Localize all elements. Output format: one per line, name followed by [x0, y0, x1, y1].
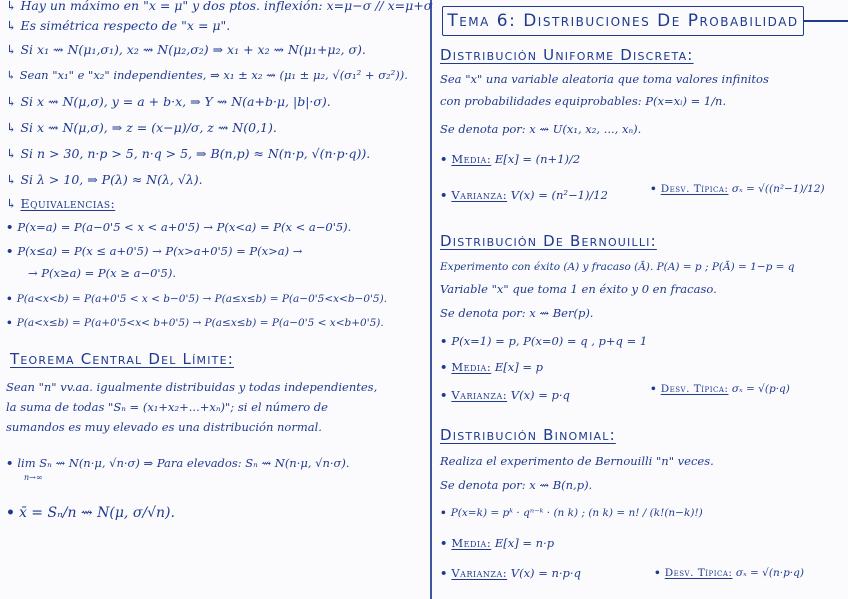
- tema-title-box: Tema 6: Distribuciones De Probabilidad: [442, 6, 804, 36]
- binomial-prob-text: P(x=k) = pᵏ · qⁿ⁻ᵏ · (n k) ; (n k) = n! / (k!(n−k)!): [450, 507, 703, 519]
- bullet-icon: •: [6, 244, 14, 258]
- equiv-text: P(x=a) = P(a−0'5 < x < a+0'5) → P(x<a) = P(x < a−0'5).: [17, 220, 352, 234]
- property-line-7: [6, 148, 370, 161]
- bullet-icon: •: [440, 188, 448, 202]
- uniforme-text-2: con probabilidades equiprobables: P(x=xᵢ) = 1/n.: [440, 94, 727, 108]
- bullet-icon: •: [440, 536, 448, 550]
- arrow-hook-icon: ↳: [6, 0, 17, 13]
- desv-label: Desv. Típica:: [660, 383, 729, 395]
- bullet-icon: •: [6, 293, 13, 305]
- bullet-icon: •: [6, 220, 14, 234]
- media-label: Media:: [451, 152, 492, 166]
- property-line-8: [6, 174, 203, 187]
- binomial-media: [440, 538, 554, 550]
- binomial-title: Distribución Binomial:: [440, 426, 616, 444]
- property-text: Hay un máximo en "x = μ" y dos ptos. inflexión: x=μ−σ // x=μ+σ: [20, 0, 433, 13]
- tcl-mean: [6, 506, 175, 520]
- media-label: Media:: [451, 360, 492, 374]
- uniforme-title: Distribución Uniforme Discreta:: [440, 46, 694, 64]
- bullet-icon: •: [650, 183, 657, 195]
- uniforme-varianza: [440, 190, 608, 202]
- desv-value: σₓ = √(p·q): [731, 383, 790, 395]
- varianza-value: V(x) = p·q: [510, 388, 570, 402]
- binomial-varianza: [440, 568, 581, 580]
- arrow-hook-icon: ↳: [6, 94, 17, 109]
- arrow-hook-icon: ↳: [6, 42, 17, 57]
- tcl-limit: [6, 458, 350, 470]
- uniforme-desv: [650, 184, 825, 195]
- equivalencias-heading: [6, 198, 115, 211]
- equivalencias-title: Equivalencias:: [20, 196, 116, 211]
- property-text: Si x ⇝ N(μ,σ), ⇒ z = (x−μ)/σ, z ⇝ N(0,1).: [20, 120, 277, 135]
- property-text: Si λ > 10, ⇒ P(λ) ≈ N(λ, √λ).: [20, 172, 203, 187]
- bernoulli-title: Distribución De Bernouilli:: [440, 232, 657, 250]
- property-line-1: [6, 0, 432, 13]
- desv-value: σₓ = √(n·p·q): [735, 567, 804, 579]
- arrow-hook-icon: ↳: [6, 18, 17, 33]
- equiv-text: → P(x≥a) = P(x ≥ a−0'5).: [28, 266, 177, 280]
- bullet-icon: •: [6, 505, 15, 521]
- bullet-icon: •: [6, 317, 13, 329]
- property-line-2: [6, 20, 230, 33]
- varianza-label: Varianza:: [451, 188, 508, 202]
- tema-title-rule: [804, 20, 848, 22]
- arrow-hook-icon: ↳: [6, 172, 17, 187]
- arrow-hook-icon: ↳: [6, 120, 17, 135]
- bernoulli-media: [440, 362, 543, 374]
- tcl-text-1: Sean "n" vv.aa. igualmente distribuidas y todas independientes,: [6, 380, 378, 394]
- bullet-icon: •: [440, 334, 448, 348]
- bullet-icon: •: [6, 456, 14, 470]
- bernoulli-varianza: [440, 390, 570, 402]
- desv-label: Desv. Típica:: [660, 183, 729, 195]
- property-text: Si x₁ ⇝ N(μ₁,σ₁), x₂ ⇝ N(μ₂,σ₂) ⇒ x₁ + x₂ ⇝ N(μ₁+μ₂, σ).: [20, 42, 366, 57]
- binomial-denota: Se denota por: x ⇝ B(n,p).: [440, 478, 593, 492]
- property-text: Sean "x₁" e "x₂" independientes, ⇒ x₁ ± x₂ ⇝ (μ₁ ± μ₂, √(σ₁² + σ₂²)).: [19, 68, 408, 82]
- equiv-text: P(a<x<b) = P(a+0'5 < x < b−0'5) → P(a≤x≤b) = P(a−0'5<x<b−0'5).: [16, 293, 388, 305]
- media-value: E[x] = (n+1)/2: [494, 152, 581, 166]
- property-text: Si x ⇝ N(μ,σ), y = a + b·x, ⇒ Y ⇝ N(a+b·μ, |b|·σ).: [20, 94, 331, 109]
- equiv-text: P(x≤a) = P(x ≤ a+0'5) → P(x>a+0'5) = P(x>a) →: [17, 244, 303, 258]
- uniforme-media: [440, 154, 580, 166]
- bullet-icon: •: [440, 360, 448, 374]
- arrow-hook-icon: ↳: [6, 146, 17, 161]
- property-line-4: [6, 70, 408, 82]
- bernoulli-text-2: Variable "x" que toma 1 en éxito y 0 en fracaso.: [440, 282, 717, 296]
- equiv-item-4: [6, 318, 384, 329]
- binomial-prob: [440, 508, 703, 519]
- bullet-icon: •: [440, 388, 448, 402]
- uniforme-denota: Se denota por: x ⇝ U(x₁, x₂, ..., xₙ).: [440, 122, 642, 136]
- binomial-desv: [654, 568, 804, 579]
- tcl-mean-text: x̄ = Sₙ/n ⇝ N(μ, σ/√n).: [18, 505, 175, 521]
- varianza-label: Varianza:: [451, 566, 508, 580]
- equiv-item-3: [6, 294, 387, 305]
- varianza-value: V(x) = (n²−1)/12: [510, 188, 608, 202]
- equiv-item-2: [6, 246, 302, 258]
- tcl-text-3: sumandos es muy elevado es una distribución normal.: [6, 420, 322, 434]
- property-text: Es simétrica respecto de "x = μ".: [20, 18, 231, 33]
- tcl-text-2: la suma de todas "Sₙ = (x₁+x₂+...+xₙ)"; si el número de: [6, 400, 328, 414]
- tcl-limit-subscript: n→∞: [24, 473, 43, 482]
- property-line-6: [6, 122, 277, 135]
- media-value: E[x] = n·p: [494, 536, 555, 550]
- tcl-title: Teorema Central Del Límite:: [10, 350, 234, 368]
- bernoulli-desv: [650, 384, 790, 395]
- equiv-text: P(a<x≤b) = P(a+0'5<x< b+0'5) → P(a≤x≤b) = P(a−0'5 < x<b+0'5).: [16, 317, 384, 329]
- arrow-hook-icon: ↳: [6, 196, 17, 211]
- desv-label: Desv. Típica:: [664, 567, 733, 579]
- bullet-icon: •: [440, 507, 447, 519]
- equiv-item-1: [6, 222, 351, 234]
- property-line-5: [6, 96, 331, 109]
- property-text: Si n > 30, n·p > 5, n·q > 5, ⇒ B(n,p) ≈ N(n·p, √(n·p·q)).: [20, 146, 371, 161]
- desv-value: σₓ = √((n²−1)/12): [731, 183, 825, 195]
- varianza-value: V(x) = n·p·q: [510, 566, 581, 580]
- bullet-icon: •: [440, 566, 448, 580]
- bernoulli-denota: Se denota por: x ⇝ Ber(p).: [440, 306, 594, 320]
- bernoulli-prob-text: P(x=1) = p, P(x=0) = q , p+q = 1: [451, 334, 648, 348]
- column-divider: [430, 0, 432, 599]
- media-value: E[x] = p: [494, 360, 544, 374]
- property-line-3: [6, 44, 366, 57]
- varianza-label: Varianza:: [451, 388, 508, 402]
- tcl-limit-text: lim Sₙ ⇝ N(n·μ, √n·σ) ⇒ Para elevados: Sₙ ⇝ N(n·μ, √n·σ).: [17, 456, 350, 470]
- media-label: Media:: [451, 536, 492, 550]
- bernoulli-text-1: Experimento con éxito (A) y fracaso (Ā). P(A) = p ; P(Ā) = 1−p = q: [440, 261, 795, 273]
- binomial-text-1: Realiza el experimento de Bernouilli "n" veces.: [440, 454, 714, 468]
- arrow-hook-icon: ↳: [6, 68, 16, 82]
- uniforme-text-1: Sea "x" una variable aleatoria que toma valores infinitos: [440, 72, 769, 86]
- bullet-icon: •: [650, 383, 657, 395]
- bernoulli-prob: [440, 336, 647, 348]
- equiv-item-2-cont: [28, 268, 176, 280]
- bullet-icon: •: [654, 567, 661, 579]
- bullet-icon: •: [440, 152, 448, 166]
